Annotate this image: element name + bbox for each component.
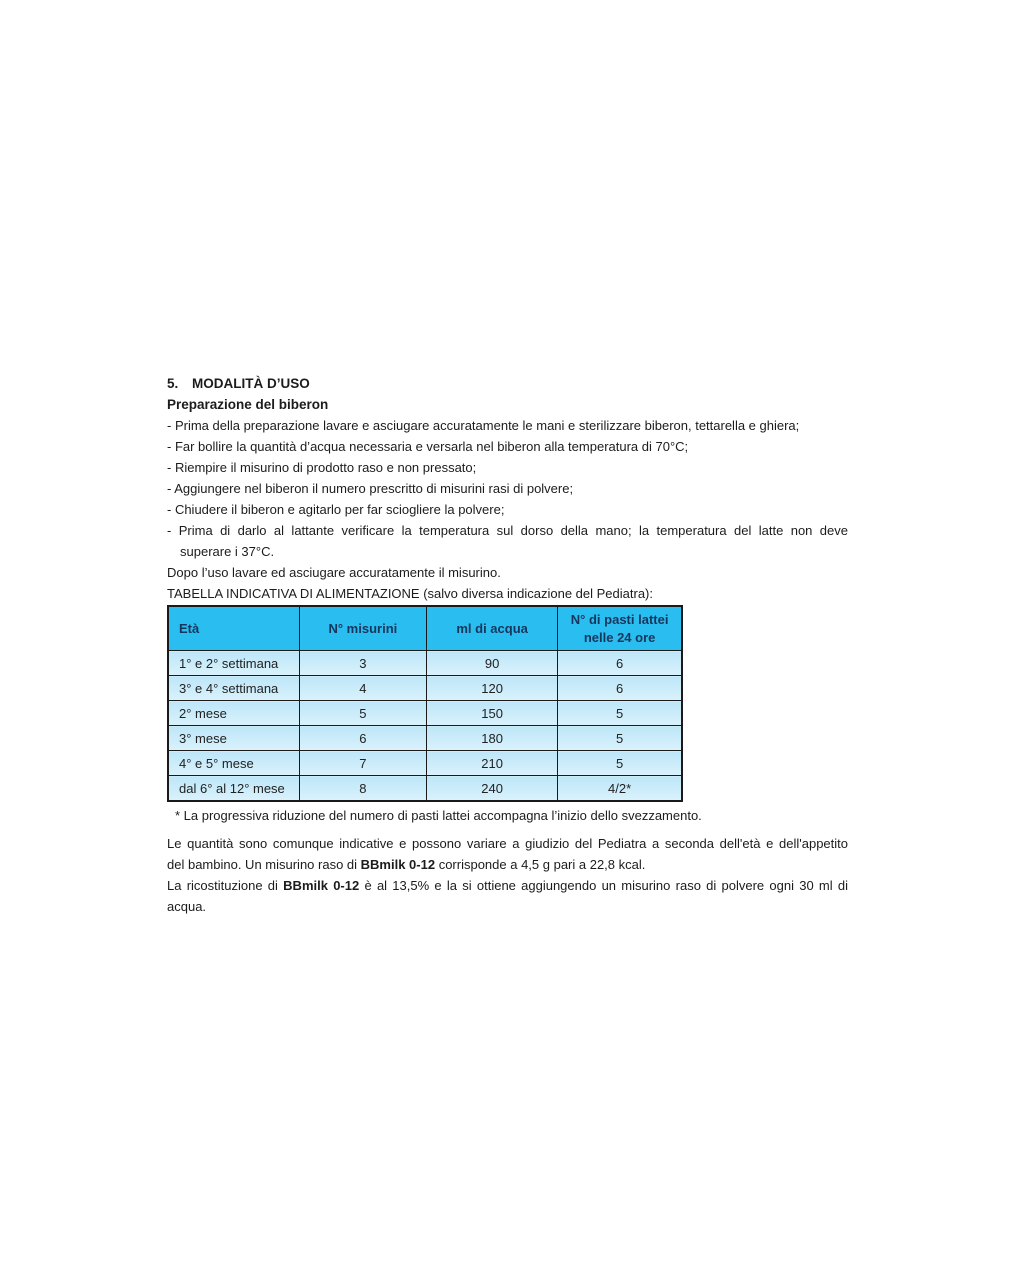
- paragraph-text: è al 13,5% e la si ottiene aggiungendo un misurino raso di polvere ogni 30 ml di: [359, 878, 849, 893]
- page-content: [167, 373, 848, 917]
- paragraph-line: [167, 875, 848, 896]
- cell-pasti: 5: [558, 726, 682, 751]
- bullet-item: - Aggiungere nel biberon il numero prescritto di misurini rasi di polvere;: [167, 481, 574, 496]
- closing-paragraphs: [167, 833, 848, 917]
- cell-acqua: 180: [426, 726, 557, 751]
- cell-eta: 2° mese: [168, 701, 299, 726]
- product-name: BBmilk 0-12: [283, 878, 360, 893]
- bullet-item: - Prima della preparazione lavare e asciugare accuratamente le mani e sterilizzare biberon, tettarella e ghiera;: [167, 418, 800, 433]
- paragraph-line: Le quantità sono comunque indicative e possono variare a giudizio del Pediatra a seconda dell'età e dell'appetito: [167, 836, 848, 851]
- paragraph-line: [167, 854, 848, 875]
- cell-acqua: 120: [426, 676, 557, 701]
- closing-instruction: Dopo l’uso lavare ed asciugare accuratamente il misurino.: [167, 565, 501, 580]
- cell-acqua: 90: [426, 651, 557, 676]
- cell-acqua: 240: [426, 776, 557, 802]
- table-footnote: * La progressiva riduzione del numero di pasti lattei accompagna l’inizio dello svezzamento.: [175, 808, 702, 823]
- cell-acqua: 150: [426, 701, 557, 726]
- table-row: [168, 751, 682, 776]
- paragraph-line: acqua.: [167, 899, 207, 914]
- cell-eta: 1° e 2° settimana: [168, 651, 299, 676]
- section-number: 5.: [167, 376, 179, 391]
- section-title: MODALITÀ D’USO: [192, 376, 310, 391]
- cell-eta: 3° mese: [168, 726, 299, 751]
- cell-pasti: 5: [558, 751, 682, 776]
- subsection-heading: Preparazione del biberon: [167, 397, 329, 412]
- cell-misurini: 5: [299, 701, 426, 726]
- column-header-pasti-line1: N° di pasti lattei: [570, 611, 669, 627]
- column-header-eta: Età: [168, 606, 299, 651]
- table-row: [168, 726, 682, 751]
- table-row: [168, 776, 682, 802]
- bullet-item-continuation: superare i 37°C.: [180, 544, 275, 559]
- cell-misurini: 6: [299, 726, 426, 751]
- cell-misurini: 8: [299, 776, 426, 802]
- cell-eta: dal 6° al 12° mese: [168, 776, 299, 802]
- cell-pasti: 6: [558, 651, 682, 676]
- cell-acqua: 210: [426, 751, 557, 776]
- cell-pasti: 6: [558, 676, 682, 701]
- cell-misurini: 7: [299, 751, 426, 776]
- section-heading: [167, 373, 848, 394]
- cell-misurini: 3: [299, 651, 426, 676]
- table-row: [168, 676, 682, 701]
- column-header-misurini: N° misurini: [299, 606, 426, 651]
- cell-misurini: 4: [299, 676, 426, 701]
- cell-pasti: 5: [558, 701, 682, 726]
- paragraph-text: del bambino. Un misurino raso di: [167, 857, 361, 872]
- product-name: BBmilk 0-12: [360, 857, 436, 872]
- table-row: [168, 651, 682, 676]
- feeding-table: [167, 605, 683, 802]
- cell-eta: 4° e 5° mese: [168, 751, 299, 776]
- column-header-pasti-line2: nelle 24 ore: [583, 629, 656, 645]
- paragraph-text: corrisponde a 4,5 g pari a 22,8 kcal.: [435, 857, 646, 872]
- column-header-acqua: ml di acqua: [426, 606, 557, 651]
- table-row: [168, 701, 682, 726]
- table-header-row: [168, 606, 682, 651]
- table-intro: TABELLA INDICATIVA DI ALIMENTAZIONE (salvo diversa indicazione del Pediatra):: [167, 586, 653, 601]
- cell-eta: 3° e 4° settimana: [168, 676, 299, 701]
- column-header-pasti: [558, 606, 682, 651]
- paragraph-text: La ricostituzione di: [167, 878, 284, 893]
- bullet-item: - Riempire il misurino di prodotto raso e non pressato;: [167, 460, 477, 475]
- bullet-item: - Far bollire la quantità d’acqua necessaria e versarla nel biberon alla temperatura di 70°C;: [167, 439, 689, 454]
- bullet-item: - Chiudere il biberon e agitarlo per far sciogliere la polvere;: [167, 502, 505, 517]
- bullet-item: - Prima di darlo al lattante verificare la temperatura sul dorso della mano; la temperatura del latte non deve: [167, 523, 848, 538]
- cell-pasti: 4/2*: [558, 776, 682, 802]
